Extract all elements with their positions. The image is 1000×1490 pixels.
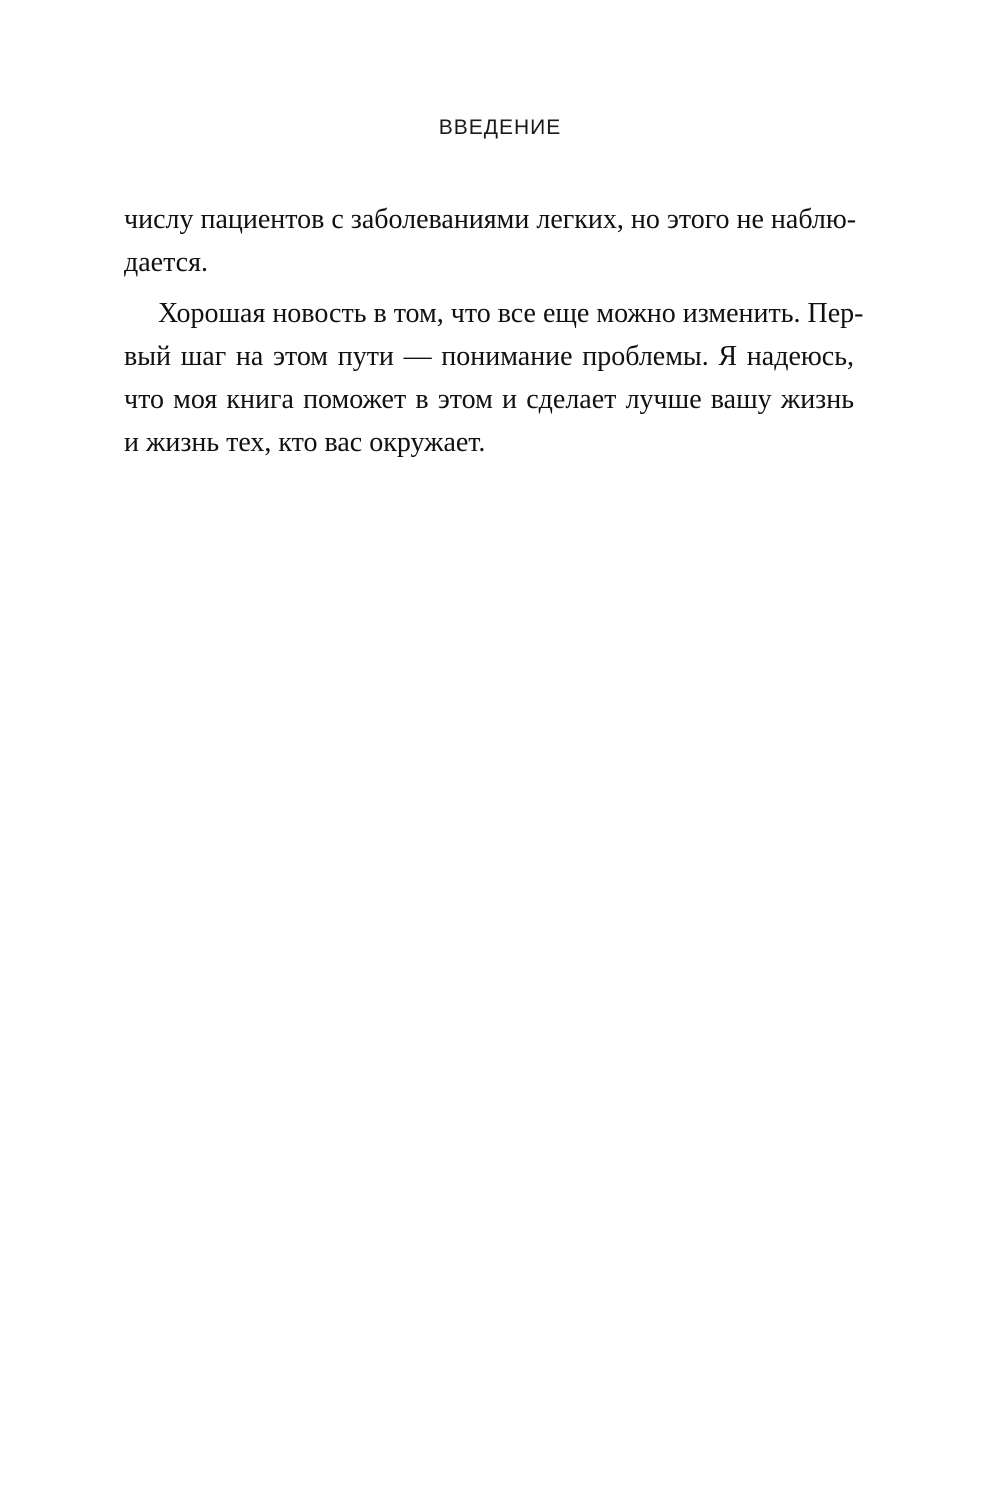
text-line: Хорошая новость в том, что все еще можно изменить. Пер-	[158, 298, 864, 329]
text-line: дается.	[124, 247, 208, 278]
body-text	[124, 198, 864, 464]
running-head: ВВЕДЕНИЕ	[438, 116, 562, 139]
text-line: вый шаг на этом пути — понимание проблемы. Я надеюсь,	[124, 341, 854, 372]
paragraph	[124, 292, 864, 464]
text-line: и жизнь тех, кто вас окружает.	[124, 427, 486, 458]
text-line: что моя книга поможет в этом и сделает лучше вашу жизнь	[124, 384, 854, 415]
text-line: числу пациентов с заболеваниями легких, но этого не наблю-	[124, 204, 857, 235]
paragraph	[124, 198, 857, 284]
